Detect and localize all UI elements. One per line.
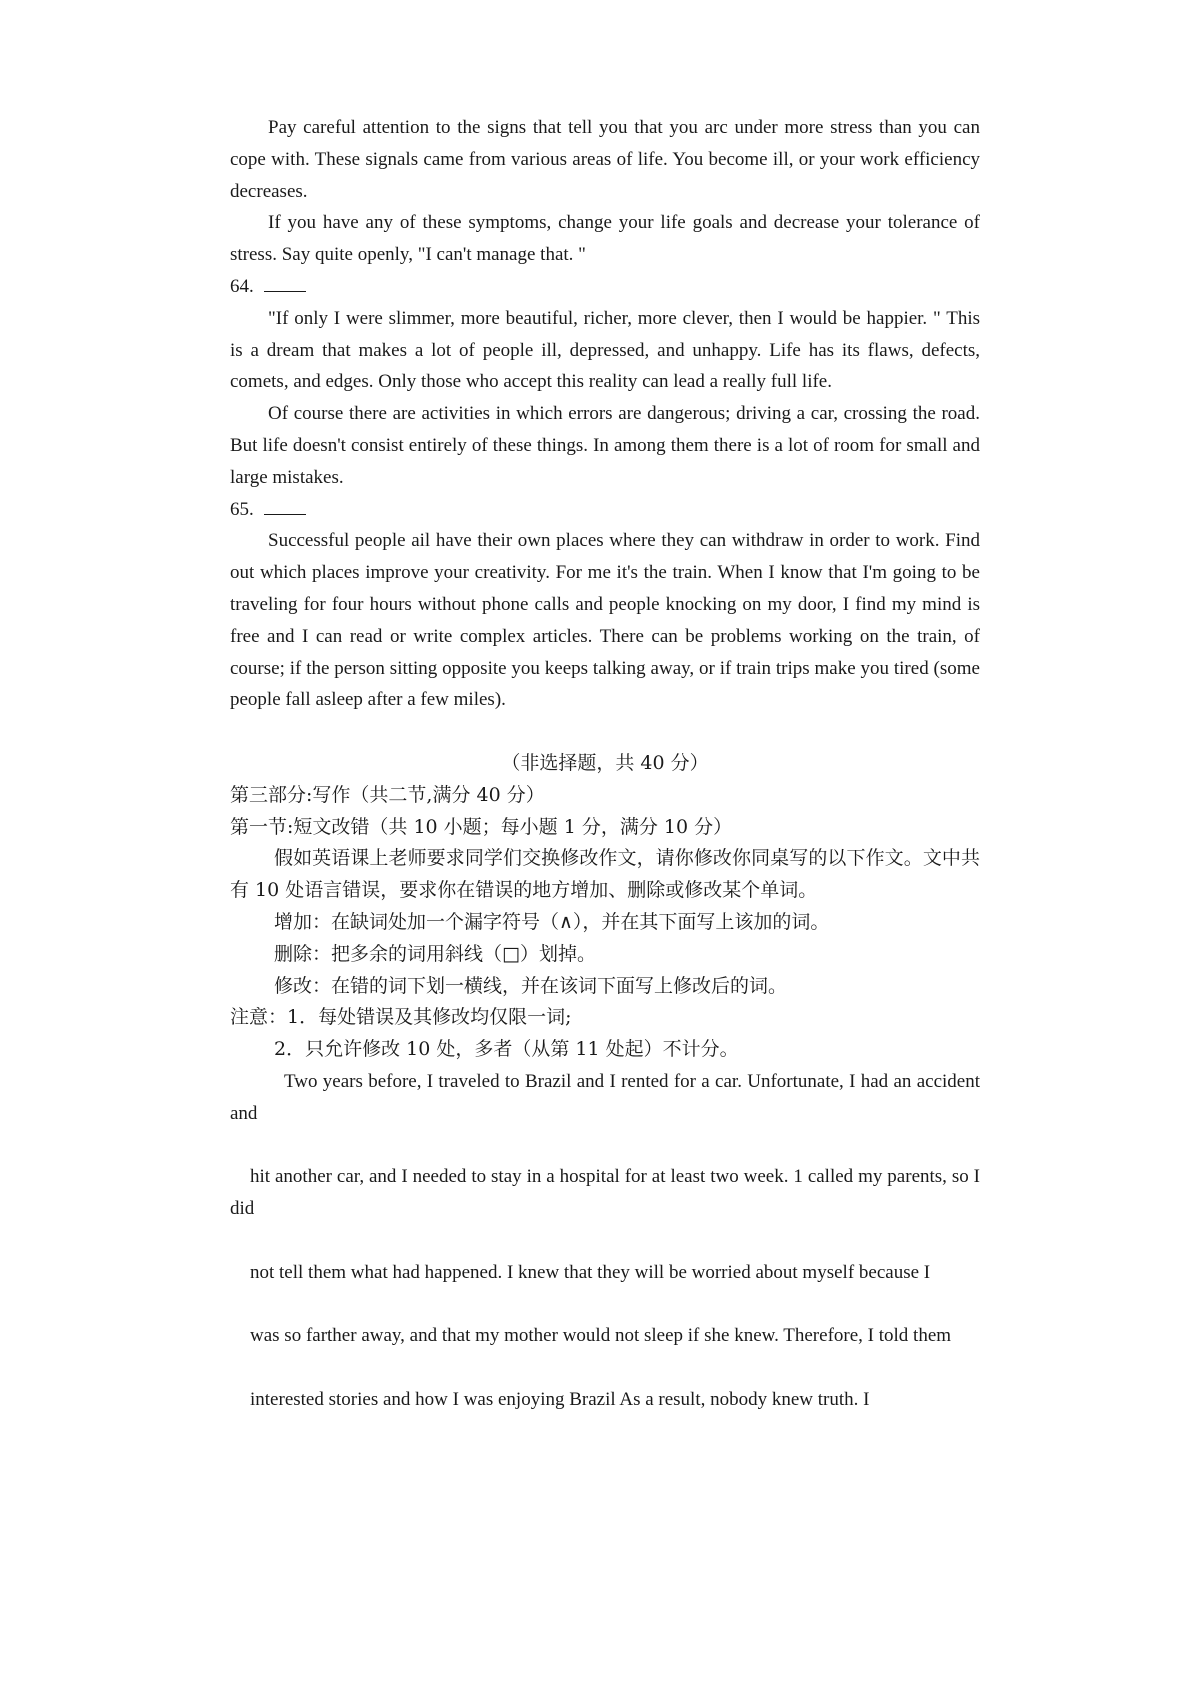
essay-gap bbox=[230, 1288, 980, 1320]
section-gap bbox=[230, 716, 980, 748]
reading-paragraph-5: Successful people ail have their own places where they can withdraw in order to work. Find out which places improve your creativity. For me it's the train. When I know that I'm going to be traveling for four hours without phone calls and people knocking on my door, I find my mind is free and I can read or write complex articles. There can be problems working on the train, of course; if the person sitting opposite you keeps talking away, or if train trips make you tired (some people fall asleep after a few miles). bbox=[230, 530, 980, 711]
rule-delete: 删除：把多余的词用斜线（□）划掉。 bbox=[274, 942, 596, 965]
essay-gap bbox=[230, 1352, 980, 1384]
instruction-text: 假如英语课上老师要求同学们交换修改作文，请你修改你同桌写的以下作文。文中共有 10 处语言错误，要求你在错误的地方增加、删除或修改某个单词。 bbox=[230, 847, 980, 902]
question-64 bbox=[230, 271, 980, 303]
essay-line-4: was so farther away, and that my mother would not sleep if she knew. Therefore, I told them bbox=[250, 1325, 952, 1347]
rule-add: 增加：在缺词处加一个漏字符号（∧），并在其下面写上该加的词。 bbox=[274, 910, 830, 933]
question-64-number: 64. bbox=[230, 275, 254, 297]
reading-paragraph-2: If you have any of these symptoms, change your life goals and decrease your tolerance of stress. Say quite openly, "I can't manage that. " bbox=[230, 212, 980, 266]
essay-line-1: Two years before, I traveled to Brazil and I rented for a car. Unfortunate, I had an accident and bbox=[230, 1070, 980, 1124]
reading-paragraph-3: "If only I were slimmer, more beautiful, richer, more clever, then I would be happier. " This is a dream that makes a lot of people ill, depressed, and unhappy. Life has its flaws, defects, comets, and edges. Only those who accept this reality can lead a really full life. bbox=[230, 307, 980, 393]
question-64-blank[interactable] bbox=[264, 277, 306, 292]
document-page bbox=[230, 112, 980, 1416]
question-65 bbox=[230, 494, 980, 526]
reading-paragraph-4: Of course there are activities in which errors are dangerous; driving a car, crossing the road. But life doesn't consist entirely of these things. In among them there is a lot of room for small and large mistakes. bbox=[230, 403, 980, 488]
note-2: 2．只允许修改 10 处，多者（从第 11 处起）不计分。 bbox=[274, 1038, 739, 1061]
subsection-title: 第一节:短文改错（共 10 小题；每小题 1 分，满分 10 分） bbox=[230, 815, 733, 838]
essay-gap bbox=[230, 1130, 980, 1162]
reading-paragraph-1: Pay careful attention to the signs that tell you that you arc under more stress than you can cope with. These signals came from various areas of life. You become ill, or your work efficiency decreases. bbox=[230, 117, 980, 202]
note-1: 注意：1．每处错误及其修改均仅限一词; bbox=[230, 1006, 572, 1029]
section-title: （非选择题，共 40 分） bbox=[501, 751, 709, 774]
question-65-blank[interactable] bbox=[264, 500, 306, 515]
essay-line-5: interested stories and how I was enjoying Brazil As a result, nobody knew truth. I bbox=[250, 1388, 870, 1410]
essay-gap bbox=[230, 1225, 980, 1257]
question-65-number: 65. bbox=[230, 498, 254, 520]
part-title: 第三部分:写作（共二节,满分 40 分） bbox=[230, 783, 545, 806]
essay-line-3: not tell them what had happened. I knew that they will be worried about myself because I bbox=[250, 1261, 931, 1283]
rule-modify: 修改：在错的词下划一横线，并在该词下面写上修改后的词。 bbox=[274, 974, 788, 997]
essay-line-2: hit another car, and I needed to stay in a hospital for at least two week. 1 called my parents, so I did bbox=[230, 1166, 980, 1220]
